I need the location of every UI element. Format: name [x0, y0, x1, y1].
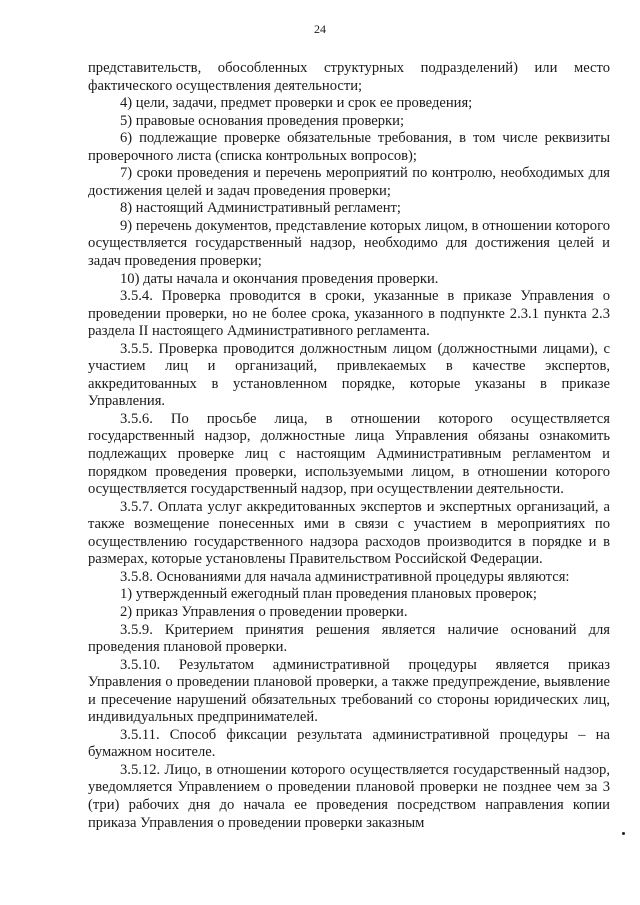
- margin-dot-mark: [622, 832, 625, 835]
- clause-3-5-12: 3.5.12. Лицо, в отношении которого осуществляется государственный надзор, уведомляется Управлением о проведении плановой проверки не позднее чем за 3 (три) рабочих дня до начала ее проведения посредством направления копии приказа Управления о проведении проверки заказным: [88, 761, 610, 831]
- paragraph-continuation: представительств, обособленных структурных подразделений) или место фактического осуществления деятельности;: [88, 60, 610, 94]
- list-item-8: 8) настоящий Административный регламент;: [120, 200, 401, 217]
- clause-3-5-8: 3.5.8. Основаниями для начала административной процедуры являются:: [120, 568, 570, 585]
- list-item-9: 9) перечень документов, представление которых лицом, в отношении которого осуществляется государственный надзор, необходимо для достижения целей и задач проведения проверки;: [88, 217, 610, 270]
- clause-3-5-4: 3.5.4. Проверка проводится в сроки, указанные в приказе Управления о проведении проверки, но не более срока, указанного в подпункте 2.3.1 пункта 2.3 раздела II настоящего Административного регламента.: [88, 288, 610, 340]
- clause-3-5-10: 3.5.10. Результатом административной процедуры является приказ Управления о проведении плановой проверки, а также предупреждение, выявление и пресечение нарушений обязательных требований со стороны юридических лиц, индивидуальных предпринимателей.: [88, 656, 610, 726]
- clause-3-5-9: 3.5.9. Критерием принятия решения является наличие оснований для проведения плановой проверки.: [88, 621, 610, 656]
- clause-3-5-11: 3.5.11. Способ фиксации результата административной процедуры – на бумажном носителе.: [88, 726, 610, 761]
- clause-3-5-5: 3.5.5. Проверка проводится должностным лицом (должностными лицами), с участием лиц и организаций, привлекаемых в качестве экспертов, аккредитованных в установленном порядке, которые указаны в приказе Управления.: [88, 340, 610, 410]
- page-number: 24: [314, 22, 326, 36]
- document-body: [88, 60, 610, 832]
- list-item-5: 5) правовые основания проведения проверки;: [120, 112, 405, 129]
- basis-item-1: 1) утвержденный ежегодный план проведения плановых проверок;: [120, 586, 537, 603]
- list-item-7: 7) сроки проведения и перечень мероприятий по контролю, необходимых для достижения целей и задач проведения проверки;: [88, 165, 610, 199]
- list-item-10: 10) даты начала и окончания проведения проверки.: [120, 270, 439, 287]
- clause-3-5-6: 3.5.6. По просьбе лица, в отношении которого осуществляется государственный надзор, должностные лица Управления обязаны ознакомить подлежащих проверке лиц с настоящим Административным регламентом и порядком проведения проверки, используемыми лицом, в отношении которого осуществляется государственный надзор, при осуществлении деятельности.: [88, 410, 610, 498]
- list-item-4: 4) цели, задачи, предмет проверки и срок ее проведения;: [120, 95, 473, 112]
- basis-item-2: 2) приказ Управления о проведении проверки.: [120, 603, 408, 620]
- list-item-6: 6) подлежащие проверке обязательные требования, в том числе реквизиты проверочного листа (списка контрольных вопросов);: [88, 130, 610, 164]
- clause-3-5-7: 3.5.7. Оплата услуг аккредитованных экспертов и экспертных организаций, а также возмещение понесенных ими в связи с участием в мероприятиях по осуществлению государственного надзора расходов производится в порядке и в размерах, которые установлены Правительством Российской Федерации.: [88, 498, 610, 568]
